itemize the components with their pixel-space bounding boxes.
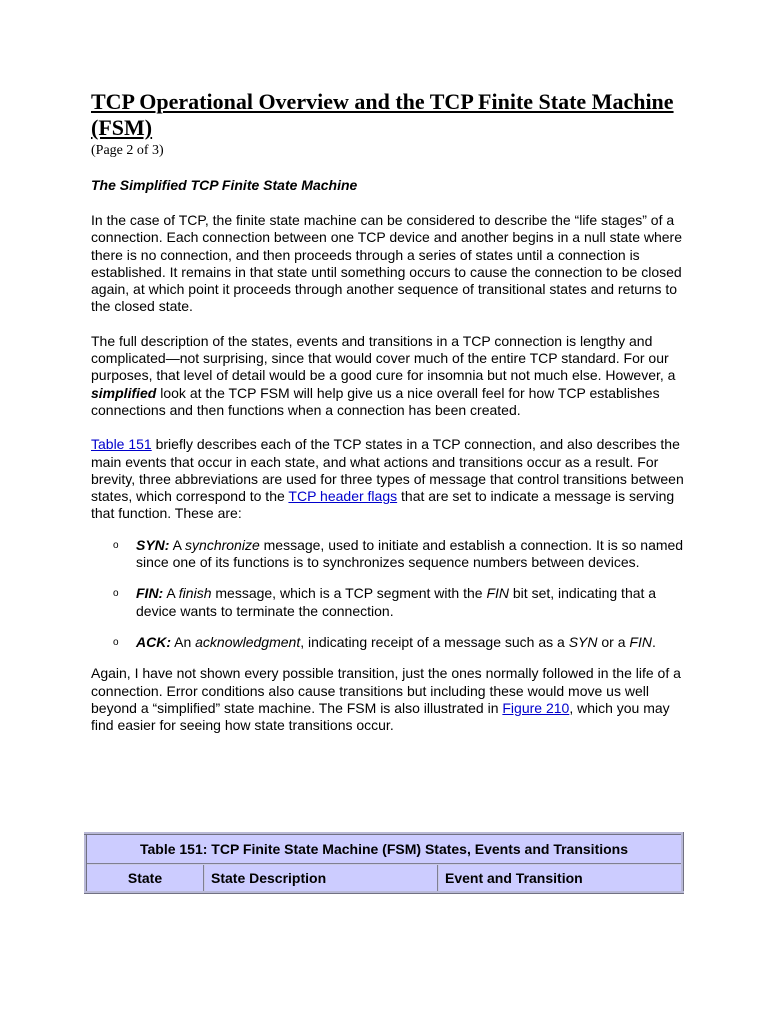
paragraph-1: In the case of TCP, the finite state machine can be considered to describe the “life stages” of a connection. Each connection between one TCP device and another begins in a null state where there is no connection, and then proceeds through a series of states until a connection is established. It remains in that state until something occurs to cause the connection to be closed again, at which point it proceeds through another sequence of transitional states and returns to the closed state. — [91, 212, 682, 315]
list-italic: SYN — [568, 633, 598, 650]
list-text: A — [169, 536, 186, 553]
page-indicator: (Page 2 of 3) — [91, 143, 164, 158]
bullet-marker: o — [113, 539, 119, 551]
paragraph-3-text-b: that are set to indicate a message is serving that function. These are: — [91, 488, 675, 522]
paragraph-4 — [91, 665, 691, 734]
column-header-state-description: State Description — [204, 864, 438, 893]
list-text: or a — [597, 633, 630, 650]
list-text: message, which is a TCP segment with the — [211, 585, 487, 602]
paragraph-4-text-a: Again, I have not shown every possible transition, just the ones normally followed in the life of a connection. Error conditions also cause transitions but including these would move us well beyond a “simplified” state machine. The FSM is also illustrated in — [91, 665, 681, 716]
page-title: TCP Operational Overview and the TCP Finite State Machine (FSM) — [91, 89, 674, 140]
list-text: An — [171, 633, 196, 650]
paragraph-2-text-b: look at the TCP FSM will help give us a nice overall feel for how TCP establishes connections and then functions when a connection has been created. — [91, 384, 660, 418]
link-tcp-header-flags[interactable]: TCP header flags — [288, 488, 398, 505]
list-italic: FIN — [629, 633, 652, 650]
abbreviation-list — [91, 537, 691, 651]
section-title: The Simplified TCP Finite State Machine — [91, 177, 358, 193]
list-text: bit set, indicating that a device wants to terminate the connection. — [136, 585, 657, 619]
link-table-151[interactable]: Table 151 — [91, 436, 152, 453]
paragraph-3-text-a: briefly describes each of the TCP states in a TCP connection, and also describes the main events that occur in each state, and what actions and transitions occur as a result. For brevity, three abbreviations are used for three types of message that control transitions between states, which correspond to the — [91, 436, 684, 505]
table-caption: Table 151: TCP Finite State Machine (FSM) States, Events and Transitions — [86, 834, 683, 865]
link-figure-210[interactable]: Figure 210 — [502, 699, 570, 716]
term-syn: SYN: — [136, 536, 170, 553]
list-item-fin — [91, 585, 691, 620]
list-italic: synchronize — [185, 536, 260, 553]
list-item-ack — [91, 634, 691, 651]
term-fin: FIN: — [136, 585, 164, 602]
list-text: , indicating receipt of a message such as a — [300, 633, 569, 650]
bullet-marker: o — [113, 588, 119, 600]
list-text: A — [163, 585, 179, 602]
paragraph-2 — [91, 333, 691, 419]
emphasis-simplified: simplified — [91, 384, 157, 401]
paragraph-2-text-a: The full description of the states, events and transitions in a TCP connection is lengthy and complicated—not surprising, since that would cover much of the entire TCP standard. For our purposes, that level of detail would be a good cure for insomnia but not much else. However, a — [91, 332, 676, 384]
list-italic: finish — [178, 585, 212, 602]
column-header-event-transition: Event and Transition — [438, 864, 683, 893]
list-italic: FIN — [486, 585, 509, 602]
list-text: . — [651, 633, 656, 650]
content-column — [91, 89, 691, 734]
list-italic: acknowledgment — [195, 633, 301, 650]
fsm-table — [84, 832, 684, 894]
paragraph-3 — [91, 436, 691, 522]
bullet-marker: o — [113, 636, 119, 648]
paragraph-4-text-b: , which you may find easier for seeing how state transitions occur. — [91, 699, 670, 734]
list-item-syn — [91, 537, 691, 572]
column-header-state: State — [86, 864, 205, 893]
table-header-row — [86, 864, 683, 893]
term-ack: ACK: — [136, 633, 171, 650]
list-text: message, used to initiate and establish a connection. It is so named since one of its functions is to synchronizes sequence numbers between devices. — [136, 536, 684, 571]
